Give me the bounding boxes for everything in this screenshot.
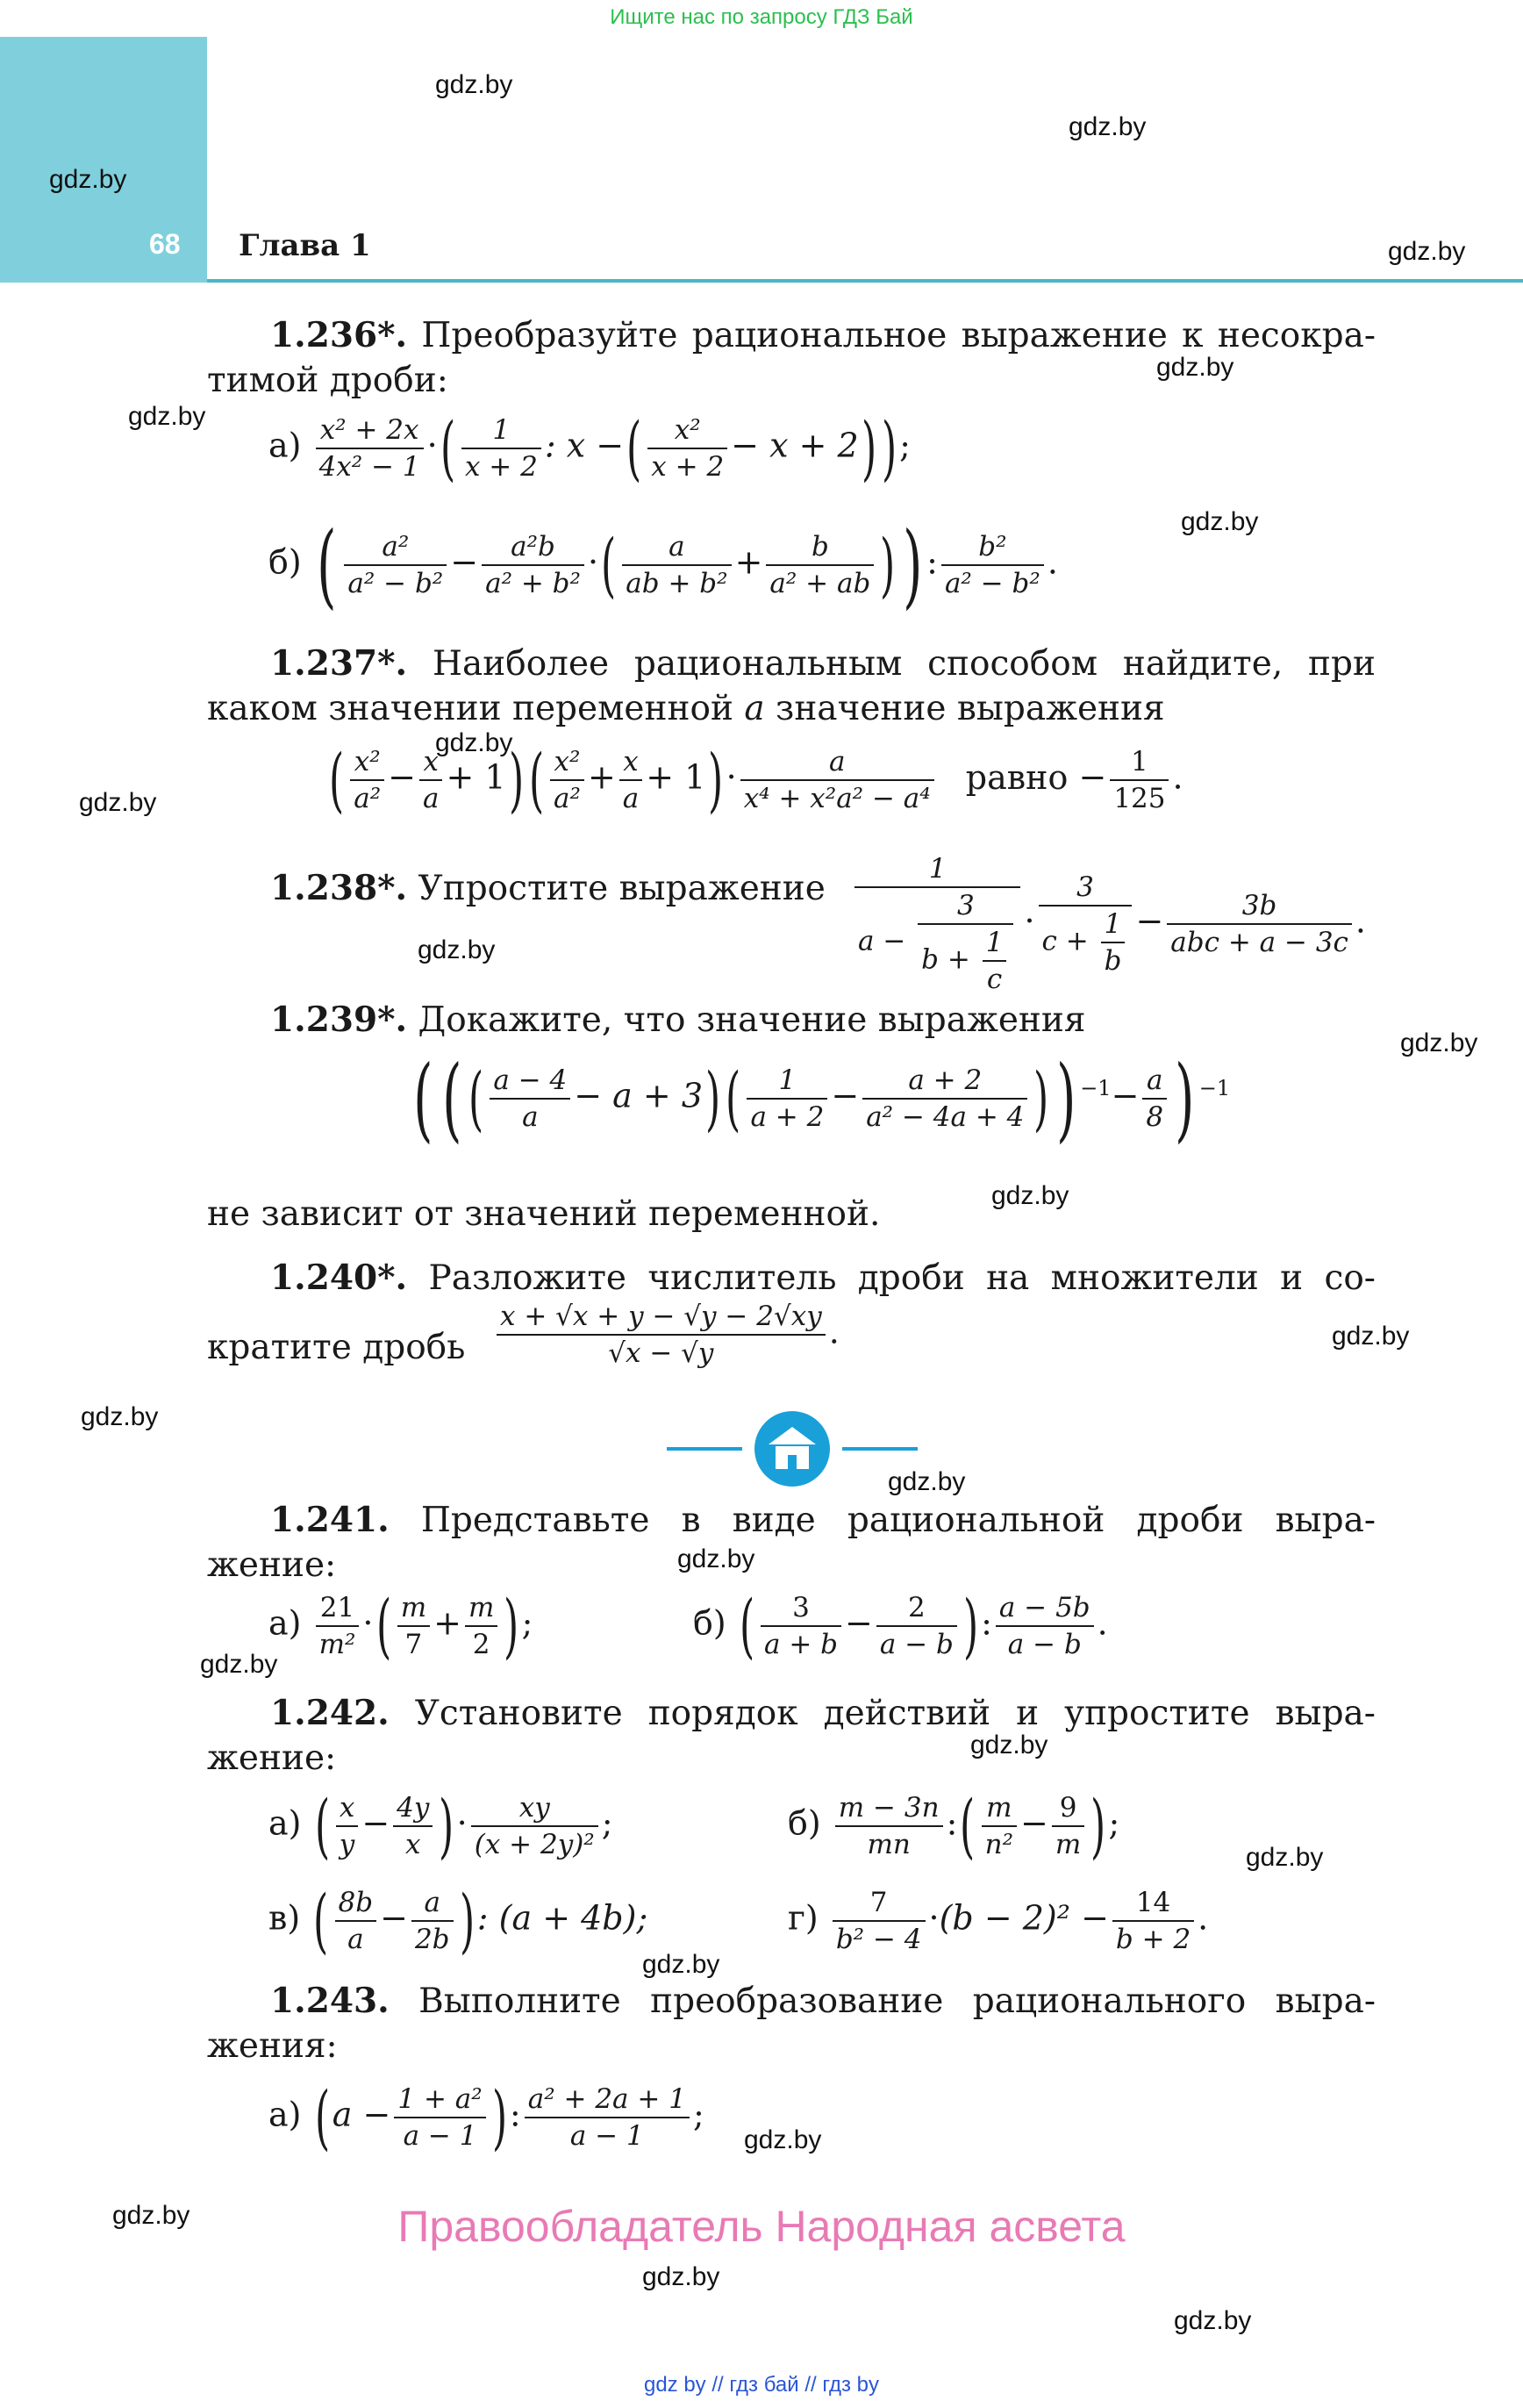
item-label: б) — [268, 542, 302, 582]
problem-242-c: в) ( $\frac{8b}{a}$ − $\frac{a}{2b}$ ): (a + 4b); — [268, 1880, 648, 1961]
item-label: б) — [693, 1603, 726, 1643]
page-tab — [0, 37, 207, 283]
watermark: gdz.by — [744, 2125, 822, 2154]
problem-239-expr: (( ( $\frac{a - 4}{a}$ − a + 3)( $\frac{1}{a + 2}$ − $\frac{a + 2}{\text{a² − 4a + 4}}$ )) $^{-1}$− $\frac{a}{8}$ ) $^{-1}$ — [413, 1045, 1231, 1152]
watermark: gdz.by — [79, 788, 157, 817]
watermark: gdz.by — [128, 402, 206, 431]
problem-text: значение выражения — [776, 689, 1165, 728]
problem-241-line1 — [270, 1497, 1376, 1544]
problem-240-line2: кратите дробь — [207, 1328, 466, 1367]
problem-number: 1.240*. — [270, 1258, 408, 1298]
problem-text: Упростите выражение — [418, 869, 826, 908]
problem-text: Преобразуйте рациональное выражение к несокра- — [421, 316, 1376, 355]
item-label: а) — [268, 1603, 302, 1643]
page-number: 68 — [149, 228, 181, 260]
problem-241-a: а) $\frac{21}{\text{m²}}$ ·( $\frac{m}{7}$ + $\frac{m}{2}$ ); — [268, 1585, 533, 1666]
problem-text: Наиболее рациональным способом найдите, при — [432, 644, 1376, 684]
header-rule — [207, 279, 1523, 283]
problem-241-line2: жение: — [207, 1545, 337, 1585]
problem-text: Выполните преобразование рационального выра- — [418, 1982, 1376, 2021]
homework-divider — [667, 1411, 918, 1487]
watermark: gdz.by — [1388, 237, 1466, 266]
watermark: gdz.by — [1400, 1028, 1478, 1057]
problem-number: 1.236*. — [270, 315, 408, 355]
watermark: gdz.by — [418, 935, 496, 964]
problem-242-line1 — [270, 1690, 1376, 1737]
divider-line — [842, 1447, 918, 1451]
watermark: gdz.by — [642, 1950, 720, 1979]
problem-243-a: а) (a − $\frac{\text{1 + a²}}{a - 1}$ ): $\frac{\text{a² + 2a + 1}}{a - 1}$ ; — [268, 2076, 704, 2158]
problem-238-line1 — [270, 865, 826, 912]
problem-237-line1 — [270, 641, 1376, 687]
item-label: б) — [788, 1803, 821, 1843]
home-icon — [754, 1411, 830, 1487]
watermark: gdz.by — [81, 1402, 159, 1431]
problem-text: Представьте в виде рациональной дроби выра- — [420, 1501, 1376, 1540]
problem-236-a: а) $\frac{\text{x² + 2x}}{\text{4x² − 1}}$ ·( $\frac{1}{x + 2}$ : x −( $\frac{\text{x²}}{x + 2}$ − x + 2)); — [268, 407, 911, 489]
item-label: а) — [268, 426, 302, 465]
watermark: gdz.by — [888, 1467, 966, 1496]
problem-number: 1.237*. — [270, 643, 408, 684]
item-label: в) — [268, 1898, 301, 1938]
watermark: gdz.by — [1156, 353, 1234, 382]
problem-number: 1.239*. — [270, 1000, 408, 1040]
problem-240-expr: $\frac{x + √x + y - √y - 2√xy}{√x - √y}$ . — [493, 1299, 840, 1371]
problem-text: каком значении переменной — [207, 689, 733, 728]
equals-word: равно — [965, 757, 1069, 797]
problem-number: 1.242. — [270, 1693, 390, 1733]
item-label: г) — [788, 1898, 819, 1938]
problem-number: 1.243. — [270, 1981, 390, 2021]
problem-242-a: а) ( $\frac{x}{y}$ − $\frac{4y}{x}$ )· $\frac{xy}{\text{(x + 2y)²}}$ ; — [268, 1785, 613, 1867]
problem-240-line1 — [270, 1255, 1376, 1301]
watermark: gdz.by — [435, 728, 513, 757]
watermark: gdz.by — [970, 1731, 1048, 1759]
chapter-title: Глава 1 — [239, 228, 371, 263]
problem-243-line1 — [270, 1978, 1376, 2025]
problem-242-d: г) $\frac{7}{\text{b² − 4}}$ ·(b − 2)² − $\frac{14}{b + 2}$ . — [788, 1887, 1209, 1955]
problem-text: Докажите, что значение выражения — [418, 1000, 1086, 1040]
divider-line — [667, 1447, 742, 1451]
problem-239-line1 — [270, 997, 1086, 1043]
problem-241-b: б) ( $\frac{3}{a + b}$ − $\frac{2}{a - b}$ ): $\frac{a - 5b}{a - b}$ . — [693, 1585, 1108, 1666]
watermark: gdz.by — [112, 2201, 190, 2230]
item-label: а) — [268, 1803, 302, 1843]
watermark: gdz.by — [1174, 2306, 1252, 2335]
top-search-note: Ищите нас по запросу ГДЗ Бай — [610, 5, 913, 29]
footer-links[interactable]: gdz by // гдз бай // гдз by — [643, 2373, 880, 2397]
watermark: gdz.by — [49, 165, 127, 194]
watermark: gdz.by — [200, 1650, 278, 1679]
item-label: а) — [268, 2095, 302, 2134]
watermark: gdz.by — [1181, 507, 1259, 536]
problem-242-b: б) $\frac{m - 3n}{mn}$ :( $\frac{m}{\text{n²}}$ − $\frac{9}{m}$ ); — [788, 1785, 1120, 1867]
copyright-holder: Правообладатель Народная асвета — [397, 2202, 1126, 2251]
watermark: gdz.by — [1246, 1843, 1324, 1872]
variable: a — [744, 689, 765, 728]
watermark: gdz.by — [642, 2262, 720, 2291]
problem-236-line1 — [270, 312, 1376, 359]
problem-number: 1.238*. — [270, 868, 408, 908]
problem-239-line2: не зависит от значений переменной. — [207, 1194, 881, 1234]
problem-243-line2: жения: — [207, 2026, 338, 2066]
problem-242-line2: жение: — [207, 1738, 337, 1778]
problem-236-b: б) ( $\frac{\text{a²}}{\text{a² − b²}}$ − $\frac{\text{a²b}}{\text{a² + b²}}$ ·( $\frac{a}{\text{ab + b²}}$ + $\frac{b}{\text{a² + ab}}$ )) : $\frac{\text{b²}}{\text{a² − b²}}$ . — [268, 512, 1058, 619]
problem-236-line2: тимой дроби: — [207, 361, 448, 400]
watermark: gdz.by — [1332, 1322, 1410, 1351]
problem-number: 1.241. — [270, 1500, 390, 1540]
problem-237-expr: ( $\frac{\text{x²}}{\text{a²}}$ − $\frac{x}{a}$ + 1)( $\frac{\text{x²}}{\text{a²}}$ + $\frac{x}{a}$ + 1)· $\frac{a}{\text{x⁴ + x²a² − a⁴}}$ равно − $\frac{1}{125}$ . — [329, 739, 1183, 821]
problem-text: Разложите числитель дроби на множители и со- — [428, 1258, 1376, 1298]
watermark: gdz.by — [677, 1544, 755, 1573]
problem-237-line2 — [207, 686, 1165, 732]
problem-text: Установите порядок действий и упростите выра- — [414, 1694, 1376, 1733]
watermark: gdz.by — [991, 1181, 1069, 1210]
watermark: gdz.by — [1069, 112, 1147, 141]
problem-238-expr: 1 a − 3 b + $\frac{1}{c}$ · 3 c + $\frac{1}{b}$ − 3b abc + a − 3c . — [851, 851, 1366, 997]
watermark: gdz.by — [435, 70, 513, 99]
